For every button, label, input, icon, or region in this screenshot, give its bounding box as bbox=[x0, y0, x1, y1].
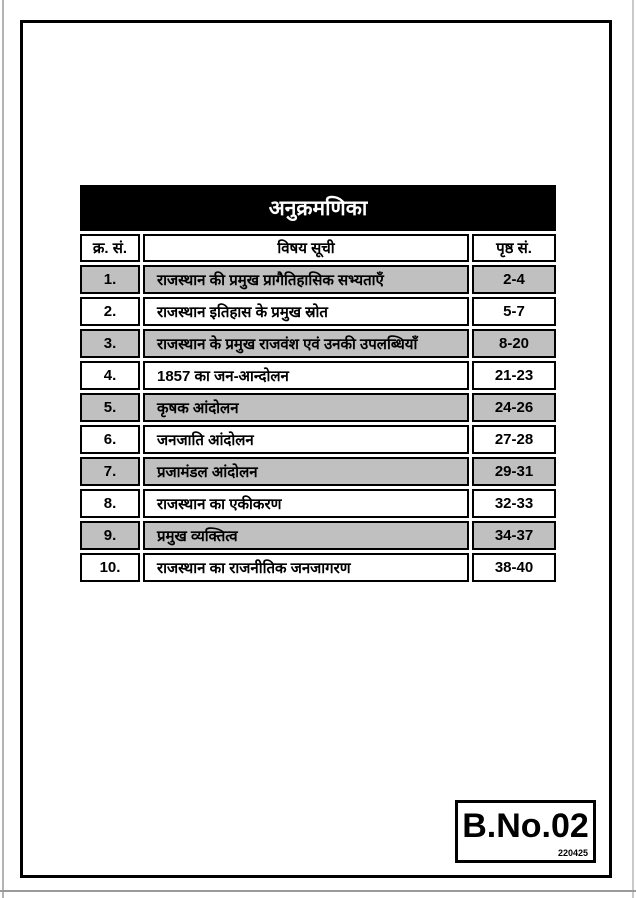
toc-header-row bbox=[80, 234, 556, 262]
row-subject: राजस्थान का एकीकरण bbox=[143, 489, 469, 518]
row-serial: 7. bbox=[80, 457, 140, 486]
row-pages: 8-20 bbox=[472, 329, 556, 358]
book-number-text: B.No.02 bbox=[462, 807, 589, 845]
row-serial: 8. bbox=[80, 489, 140, 518]
row-pages: 21-23 bbox=[472, 361, 556, 390]
row-pages: 27-28 bbox=[472, 425, 556, 454]
row-pages: 29-31 bbox=[472, 457, 556, 486]
row-serial: 3. bbox=[80, 329, 140, 358]
toc-rows bbox=[80, 265, 556, 582]
book-number-code: 220425 bbox=[557, 848, 588, 858]
row-subject: कृषक आंदोलन bbox=[143, 393, 469, 422]
row-pages: 24-26 bbox=[472, 393, 556, 422]
book-number-badge bbox=[455, 800, 596, 863]
row-subject: राजस्थान के प्रमुख राजवंश एवं उनकी उपलब्धियाँ bbox=[143, 329, 469, 358]
table-row bbox=[80, 265, 556, 294]
row-subject: 1857 का जन-आन्दोलन bbox=[143, 361, 469, 390]
col-header-subject: विषय सूची bbox=[143, 234, 469, 262]
row-pages: 34-37 bbox=[472, 521, 556, 550]
row-serial: 5. bbox=[80, 393, 140, 422]
row-serial: 9. bbox=[80, 521, 140, 550]
table-row bbox=[80, 393, 556, 422]
row-subject: प्रजामंडल आंदोलन bbox=[143, 457, 469, 486]
scan-edge-bottom bbox=[0, 890, 636, 892]
row-serial: 6. bbox=[80, 425, 140, 454]
table-row bbox=[80, 425, 556, 454]
row-subject: राजस्थान इतिहास के प्रमुख स्रोत bbox=[143, 297, 469, 326]
row-subject: राजस्थान का राजनीतिक जनजागरण bbox=[143, 553, 469, 582]
table-row bbox=[80, 553, 556, 582]
table-row bbox=[80, 297, 556, 326]
table-row bbox=[80, 329, 556, 358]
table-row bbox=[80, 489, 556, 518]
col-header-pages: पृष्ठ सं. bbox=[472, 234, 556, 262]
toc-table bbox=[80, 185, 556, 585]
row-serial: 1. bbox=[80, 265, 140, 294]
row-pages: 5-7 bbox=[472, 297, 556, 326]
table-row bbox=[80, 521, 556, 550]
scan-edge-right bbox=[632, 0, 634, 898]
row-subject: राजस्थान की प्रमुख प्रागैतिहासिक सभ्यताएँ bbox=[143, 265, 469, 294]
row-pages: 32-33 bbox=[472, 489, 556, 518]
row-serial: 10. bbox=[80, 553, 140, 582]
table-row bbox=[80, 361, 556, 390]
col-header-serial: क्र. सं. bbox=[80, 234, 140, 262]
row-serial: 4. bbox=[80, 361, 140, 390]
row-serial: 2. bbox=[80, 297, 140, 326]
row-subject: प्रमुख व्यक्तित्व bbox=[143, 521, 469, 550]
table-row bbox=[80, 457, 556, 486]
toc-title: अनुक्रमणिका bbox=[80, 185, 556, 231]
row-subject: जनजाति आंदोलन bbox=[143, 425, 469, 454]
row-pages: 2-4 bbox=[472, 265, 556, 294]
row-pages: 38-40 bbox=[472, 553, 556, 582]
scan-edge-left bbox=[2, 0, 4, 898]
